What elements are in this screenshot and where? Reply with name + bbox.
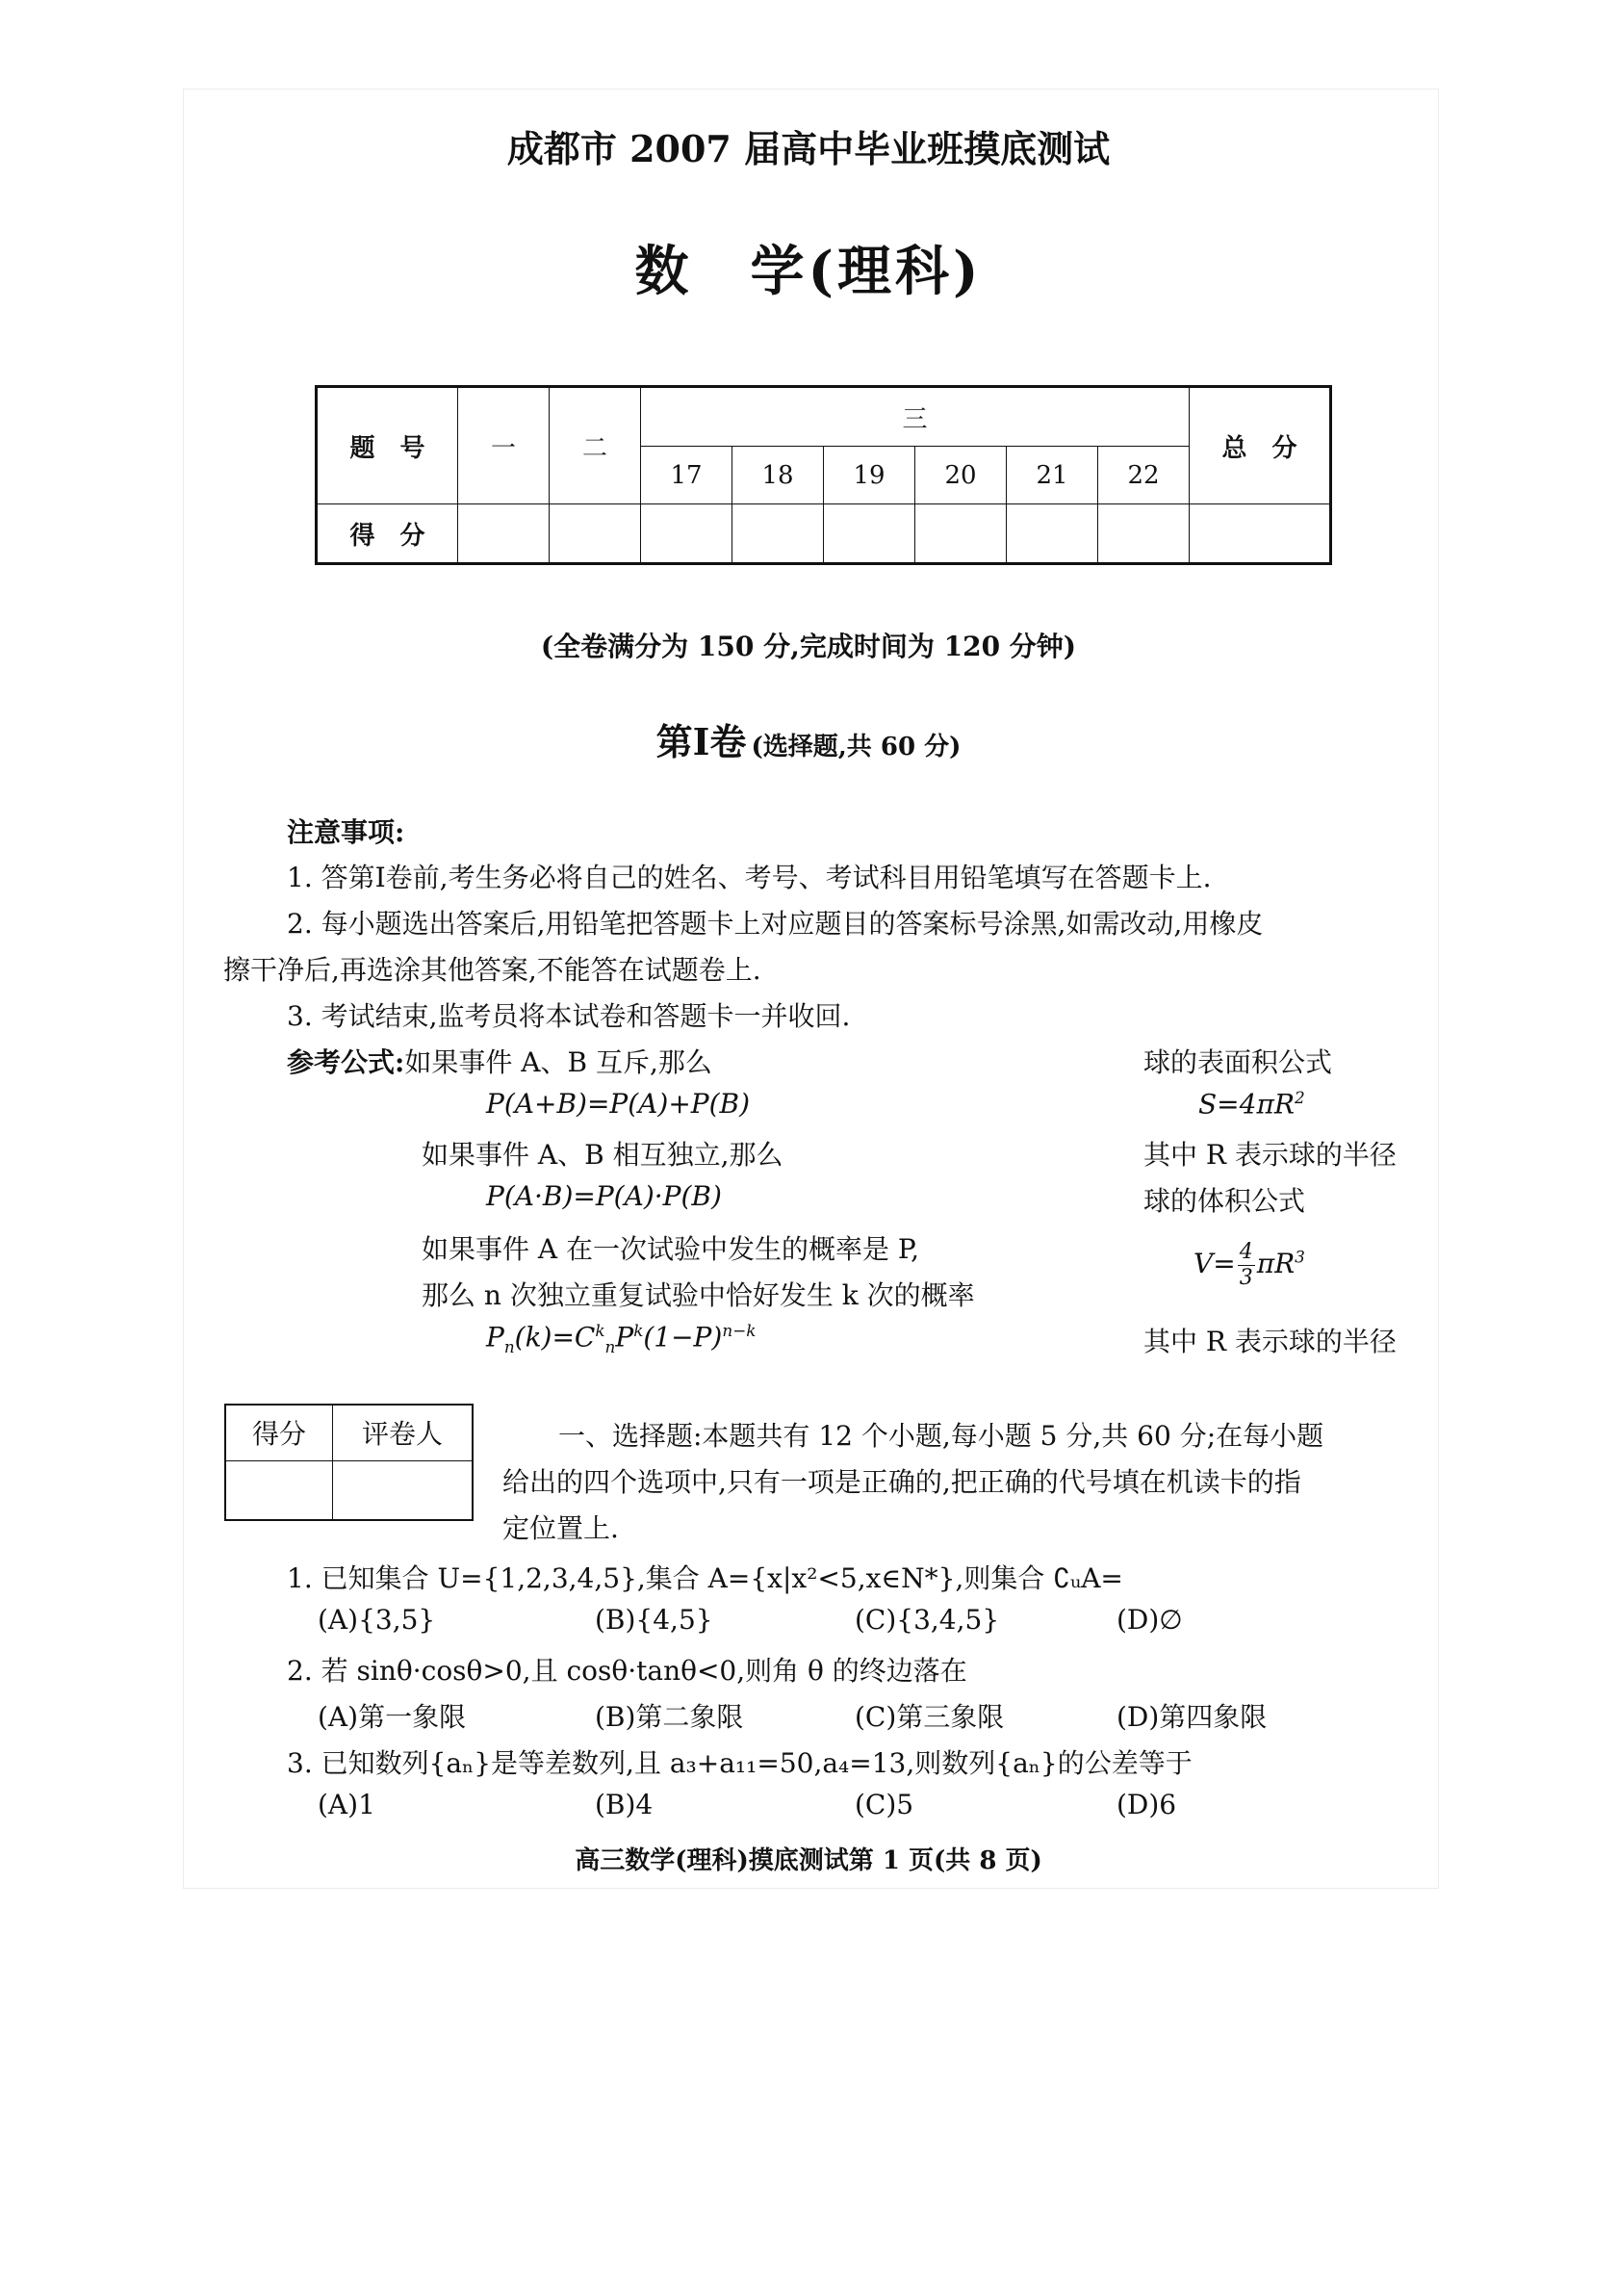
option: (A){3,5} — [318, 1604, 436, 1636]
formula-text: (k)=C — [514, 1321, 596, 1354]
formula-text: 3 — [1295, 1247, 1305, 1267]
formula-text: V= — [1194, 1248, 1236, 1279]
formula-text: 2 — [1294, 1088, 1305, 1107]
subject-title: 数 学(理科) — [634, 240, 983, 303]
formula-text: (1−P) — [643, 1321, 723, 1354]
formula-text: P — [486, 1321, 504, 1354]
notice-item: 擦干净后,再选涂其他答案,不能答在试题卷上. — [223, 954, 761, 986]
volume-formula — [1194, 1242, 1305, 1289]
grader-name-label: 评卷人 — [333, 1405, 474, 1460]
formula-text: 如果事件 A、B 互斥,那么 — [404, 1046, 712, 1078]
formula-text: 如果事件 A、B 相互独立,那么 — [422, 1139, 783, 1171]
part-one-line: 定位置上. — [502, 1512, 619, 1544]
col-two: 二 — [550, 387, 641, 504]
option: (B)4 — [595, 1789, 654, 1820]
exam-title: 成都市 2007 届高中毕业班摸底测试 — [506, 127, 1111, 170]
notice-item: 1. 答第Ⅰ卷前,考生务必将自己的姓名、考号、考试科目用铅笔填写在答题卡上. — [287, 862, 1212, 893]
score-cell — [732, 504, 824, 564]
question-stem: 1. 已知集合 U={1,2,3,4,5},集合 A={x|x²<5,x∈N*},则集合 ∁ᵤA= — [287, 1562, 1123, 1594]
option: (D)第四象限 — [1116, 1701, 1268, 1733]
grader-score-label: 得分 — [225, 1405, 333, 1460]
option: (B){4,5} — [595, 1604, 713, 1636]
sub-col-21: 21 — [1007, 447, 1098, 504]
option: (A)1 — [318, 1789, 375, 1820]
grader-table — [224, 1404, 474, 1521]
score-cell — [1190, 504, 1331, 564]
total-label: 总 分 — [1190, 387, 1331, 504]
part-one-line: 给出的四个选项中,只有一项是正确的,把正确的代号填在机读卡的指 — [502, 1466, 1301, 1498]
formula-text: P(A+B)=P(A)+P(B) — [486, 1088, 751, 1120]
formula-text: 3 — [1239, 1266, 1253, 1290]
formula-text: 球的体积公式 — [1143, 1185, 1306, 1217]
formula-text: P — [615, 1321, 634, 1354]
score-table — [315, 385, 1332, 565]
option: (C)第三象限 — [855, 1701, 1005, 1733]
option: (B)第二象限 — [595, 1701, 744, 1733]
sub-col-18: 18 — [732, 447, 824, 504]
score-cell — [1098, 504, 1190, 564]
score-cell — [915, 504, 1007, 564]
option: (A)第一象限 — [318, 1701, 467, 1733]
score-cell — [458, 504, 550, 564]
grader-cell — [225, 1460, 333, 1520]
option: (C)5 — [855, 1789, 914, 1820]
option: (D)6 — [1116, 1789, 1177, 1820]
score-cell — [641, 504, 732, 564]
notice-heading: 注意事项: — [287, 816, 405, 848]
section-heading — [0, 712, 1617, 765]
fraction — [1238, 1242, 1255, 1289]
formula-intro — [287, 1042, 712, 1080]
formula-text: πR — [1256, 1248, 1296, 1279]
section-desc: (选择题,共 60 分) — [751, 733, 962, 761]
formula-label: 参考公式: — [287, 1046, 405, 1078]
option: (C){3,4,5} — [855, 1604, 1000, 1636]
binomial-formula — [486, 1321, 756, 1356]
score-label: 得 分 — [317, 504, 458, 564]
formula-text: n — [503, 1336, 515, 1356]
question-stem: 2. 若 sinθ·cosθ>0,且 cosθ·tanθ<0,则角 θ 的终边落在 — [287, 1655, 967, 1687]
notice-item: 2. 每小题选出答案后,用铅笔把答题卡上对应题目的答案标号涂黑,如需改动,用橡皮 — [287, 908, 1264, 940]
formula-text: n — [604, 1336, 616, 1356]
col-one: 一 — [458, 387, 550, 504]
col-three: 三 — [641, 387, 1190, 447]
page-footer: 高三数学(理科)摸底测试第 1 页(共 8 页) — [575, 1846, 1042, 1875]
formula-text: k — [595, 1321, 605, 1340]
formula-text: 那么 n 次独立重复试验中恰好发生 k 次的概率 — [422, 1279, 975, 1311]
part-one-line: 一、选择题:本题共有 12 个小题,每小题 5 分,共 60 分;在每小题 — [558, 1420, 1324, 1452]
score-cell — [550, 504, 641, 564]
formula-text: 如果事件 A 在一次试验中发生的概率是 P, — [422, 1233, 919, 1265]
notice-item: 3. 考试结束,监考员将本试卷和答题卡一并收回. — [287, 1000, 851, 1032]
formula-text: k — [633, 1321, 644, 1340]
section-name: 第Ⅰ卷 — [655, 720, 747, 763]
option: (D)∅ — [1116, 1604, 1183, 1636]
sub-col-20: 20 — [915, 447, 1007, 504]
formula-text: 其中 R 表示球的半径 — [1143, 1326, 1397, 1357]
formula-text: 球的表面积公式 — [1143, 1046, 1333, 1078]
sub-col-17: 17 — [641, 447, 732, 504]
grader-cell — [333, 1460, 474, 1520]
formula-text: 其中 R 表示球的半径 — [1143, 1139, 1397, 1171]
formula-text: 4 — [1239, 1240, 1253, 1264]
sub-col-19: 19 — [824, 447, 915, 504]
formula-text: P(A·B)=P(A)·P(B) — [486, 1180, 722, 1212]
sub-col-22: 22 — [1098, 447, 1190, 504]
question-number-label: 题 号 — [317, 387, 458, 504]
formula-text: n−k — [722, 1321, 757, 1340]
exam-note: (全卷满分为 150 分,完成时间为 120 分钟) — [540, 631, 1077, 662]
question-stem: 3. 已知数列{aₙ}是等差数列,且 a₃+a₁₁=50,a₄=13,则数列{aₙ}的公差等于 — [287, 1747, 1193, 1779]
formula-text: S=4πR — [1198, 1088, 1295, 1121]
score-cell — [824, 504, 915, 564]
surface-formula — [1198, 1088, 1305, 1120]
score-cell — [1007, 504, 1098, 564]
